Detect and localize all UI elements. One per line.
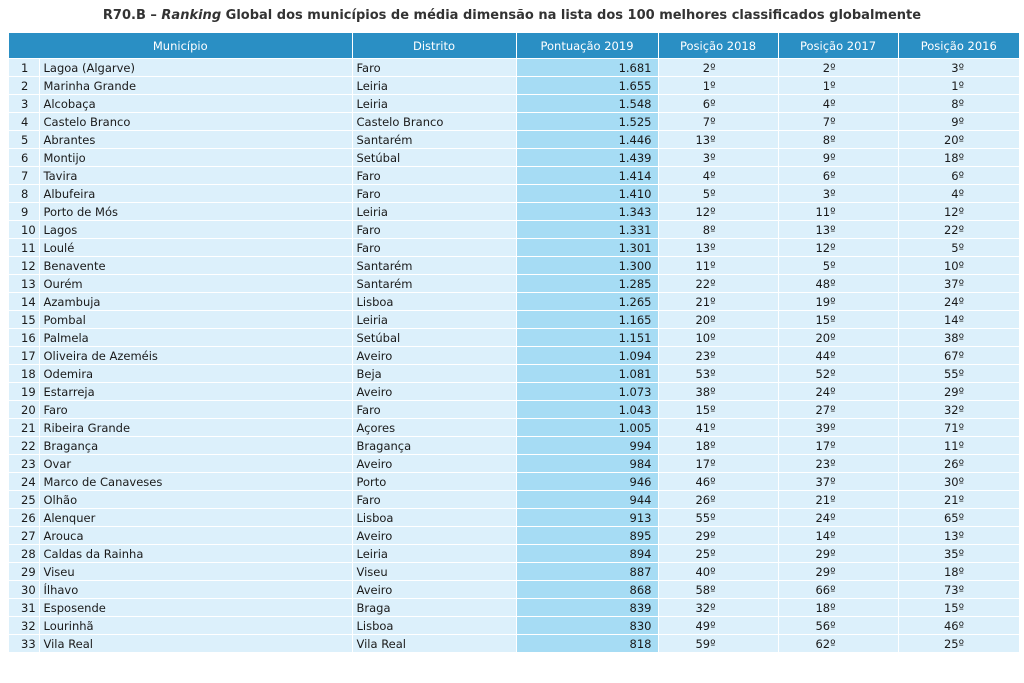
cell-rank: 7: [9, 167, 39, 185]
cell-posicao-2016: 30º: [898, 473, 1019, 491]
cell-pontuacao: 1.094: [516, 347, 658, 365]
cell-posicao-2018: 22º: [658, 275, 778, 293]
cell-municipio: Montijo: [39, 149, 352, 167]
cell-rank: 1: [9, 59, 39, 77]
cell-rank: 32: [9, 617, 39, 635]
cell-posicao-2017: 48º: [778, 275, 898, 293]
table-title: [0, 8, 1024, 23]
cell-distrito: Porto: [352, 473, 516, 491]
table-row: [9, 347, 1019, 365]
table-row: [9, 635, 1019, 653]
cell-pontuacao: 830: [516, 617, 658, 635]
cell-distrito: Aveiro: [352, 455, 516, 473]
table-row: [9, 59, 1019, 77]
cell-municipio: Marinha Grande: [39, 77, 352, 95]
table-row: [9, 509, 1019, 527]
cell-posicao-2018: 12º: [658, 203, 778, 221]
cell-pontuacao: 839: [516, 599, 658, 617]
cell-municipio: Esposende: [39, 599, 352, 617]
cell-pontuacao: 913: [516, 509, 658, 527]
cell-distrito: Bragança: [352, 437, 516, 455]
cell-posicao-2016: 25º: [898, 635, 1019, 653]
cell-distrito: Faro: [352, 59, 516, 77]
cell-municipio: Ílhavo: [39, 581, 352, 599]
cell-posicao-2016: 13º: [898, 527, 1019, 545]
cell-rank: 12: [9, 257, 39, 275]
cell-municipio: Lourinhã: [39, 617, 352, 635]
cell-pontuacao: 895: [516, 527, 658, 545]
cell-posicao-2018: 2º: [658, 59, 778, 77]
table-row: [9, 293, 1019, 311]
cell-posicao-2018: 4º: [658, 167, 778, 185]
cell-pontuacao: 1.525: [516, 113, 658, 131]
cell-posicao-2017: 3º: [778, 185, 898, 203]
cell-distrito: Leiria: [352, 545, 516, 563]
cell-pontuacao: 1.265: [516, 293, 658, 311]
cell-municipio: Caldas da Rainha: [39, 545, 352, 563]
cell-municipio: Viseu: [39, 563, 352, 581]
cell-rank: 27: [9, 527, 39, 545]
cell-posicao-2018: 59º: [658, 635, 778, 653]
cell-pontuacao: 894: [516, 545, 658, 563]
cell-distrito: Aveiro: [352, 581, 516, 599]
table-row: [9, 239, 1019, 257]
cell-pontuacao: 1.081: [516, 365, 658, 383]
cell-posicao-2016: 37º: [898, 275, 1019, 293]
cell-distrito: Lisboa: [352, 617, 516, 635]
table-row: [9, 311, 1019, 329]
cell-posicao-2017: 12º: [778, 239, 898, 257]
cell-rank: 13: [9, 275, 39, 293]
cell-distrito: Beja: [352, 365, 516, 383]
cell-posicao-2017: 18º: [778, 599, 898, 617]
cell-posicao-2017: 15º: [778, 311, 898, 329]
cell-distrito: Lisboa: [352, 509, 516, 527]
cell-rank: 5: [9, 131, 39, 149]
cell-posicao-2016: 6º: [898, 167, 1019, 185]
cell-municipio: Marco de Canaveses: [39, 473, 352, 491]
cell-posicao-2016: 12º: [898, 203, 1019, 221]
cell-posicao-2017: 29º: [778, 545, 898, 563]
cell-posicao-2017: 5º: [778, 257, 898, 275]
table-row: [9, 437, 1019, 455]
cell-municipio: Azambuja: [39, 293, 352, 311]
title-rest: Global dos municípios de média dimensão na lista dos 100 melhores classificados globalmente: [221, 8, 922, 23]
cell-posicao-2018: 8º: [658, 221, 778, 239]
cell-posicao-2017: 27º: [778, 401, 898, 419]
cell-rank: 10: [9, 221, 39, 239]
cell-posicao-2017: 6º: [778, 167, 898, 185]
cell-distrito: Aveiro: [352, 383, 516, 401]
cell-posicao-2018: 49º: [658, 617, 778, 635]
cell-posicao-2016: 38º: [898, 329, 1019, 347]
cell-rank: 6: [9, 149, 39, 167]
col-header-distrito: Distrito: [352, 33, 516, 59]
cell-distrito: Leiria: [352, 203, 516, 221]
table-row: [9, 257, 1019, 275]
cell-posicao-2016: 24º: [898, 293, 1019, 311]
cell-posicao-2017: 17º: [778, 437, 898, 455]
cell-distrito: Faro: [352, 239, 516, 257]
cell-municipio: Castelo Branco: [39, 113, 352, 131]
table-row: [9, 329, 1019, 347]
cell-rank: 20: [9, 401, 39, 419]
cell-posicao-2016: 5º: [898, 239, 1019, 257]
cell-distrito: Santarém: [352, 275, 516, 293]
table-row: [9, 545, 1019, 563]
cell-pontuacao: 944: [516, 491, 658, 509]
cell-posicao-2018: 41º: [658, 419, 778, 437]
cell-posicao-2016: 26º: [898, 455, 1019, 473]
table-row: [9, 365, 1019, 383]
cell-posicao-2016: 4º: [898, 185, 1019, 203]
cell-posicao-2018: 32º: [658, 599, 778, 617]
cell-posicao-2018: 40º: [658, 563, 778, 581]
cell-distrito: Vila Real: [352, 635, 516, 653]
cell-municipio: Ourém: [39, 275, 352, 293]
cell-pontuacao: 946: [516, 473, 658, 491]
cell-posicao-2016: 22º: [898, 221, 1019, 239]
table-row: [9, 131, 1019, 149]
cell-municipio: Oliveira de Azeméis: [39, 347, 352, 365]
cell-pontuacao: 1.439: [516, 149, 658, 167]
cell-posicao-2016: 10º: [898, 257, 1019, 275]
cell-posicao-2016: 11º: [898, 437, 1019, 455]
cell-posicao-2016: 18º: [898, 149, 1019, 167]
table-row: [9, 383, 1019, 401]
cell-posicao-2018: 21º: [658, 293, 778, 311]
cell-posicao-2016: 1º: [898, 77, 1019, 95]
cell-posicao-2018: 23º: [658, 347, 778, 365]
cell-rank: 21: [9, 419, 39, 437]
cell-pontuacao: 1.043: [516, 401, 658, 419]
table-row: [9, 95, 1019, 113]
cell-rank: 3: [9, 95, 39, 113]
cell-rank: 31: [9, 599, 39, 617]
cell-rank: 25: [9, 491, 39, 509]
cell-posicao-2018: 13º: [658, 131, 778, 149]
cell-distrito: Setúbal: [352, 149, 516, 167]
cell-municipio: Abrantes: [39, 131, 352, 149]
cell-pontuacao: 1.655: [516, 77, 658, 95]
cell-distrito: Santarém: [352, 131, 516, 149]
cell-pontuacao: 1.331: [516, 221, 658, 239]
cell-posicao-2016: 9º: [898, 113, 1019, 131]
cell-distrito: Leiria: [352, 311, 516, 329]
cell-municipio: Lagoa (Algarve): [39, 59, 352, 77]
cell-posicao-2016: 55º: [898, 365, 1019, 383]
cell-pontuacao: 1.300: [516, 257, 658, 275]
cell-pontuacao: 1.151: [516, 329, 658, 347]
table-row: [9, 599, 1019, 617]
cell-distrito: Setúbal: [352, 329, 516, 347]
cell-rank: 19: [9, 383, 39, 401]
cell-posicao-2017: 66º: [778, 581, 898, 599]
cell-posicao-2016: 14º: [898, 311, 1019, 329]
table-row: [9, 275, 1019, 293]
cell-posicao-2017: 2º: [778, 59, 898, 77]
cell-distrito: Viseu: [352, 563, 516, 581]
cell-posicao-2017: 11º: [778, 203, 898, 221]
table-row: [9, 113, 1019, 131]
cell-posicao-2017: 56º: [778, 617, 898, 635]
cell-posicao-2017: 21º: [778, 491, 898, 509]
cell-pontuacao: 1.446: [516, 131, 658, 149]
cell-distrito: Castelo Branco: [352, 113, 516, 131]
cell-pontuacao: 994: [516, 437, 658, 455]
ranking-table: [9, 33, 1019, 652]
cell-municipio: Ribeira Grande: [39, 419, 352, 437]
cell-posicao-2017: 29º: [778, 563, 898, 581]
cell-municipio: Bragança: [39, 437, 352, 455]
cell-municipio: Odemira: [39, 365, 352, 383]
cell-posicao-2018: 38º: [658, 383, 778, 401]
cell-municipio: Arouca: [39, 527, 352, 545]
header-row: [9, 33, 1019, 59]
cell-distrito: Braga: [352, 599, 516, 617]
cell-posicao-2016: 73º: [898, 581, 1019, 599]
cell-distrito: Faro: [352, 221, 516, 239]
cell-distrito: Lisboa: [352, 293, 516, 311]
cell-distrito: Faro: [352, 167, 516, 185]
cell-posicao-2017: 19º: [778, 293, 898, 311]
col-header-municipio: Município: [9, 33, 352, 59]
cell-municipio: Olhão: [39, 491, 352, 509]
cell-municipio: Palmela: [39, 329, 352, 347]
table-row: [9, 77, 1019, 95]
cell-posicao-2016: 8º: [898, 95, 1019, 113]
table-row: [9, 401, 1019, 419]
cell-posicao-2018: 58º: [658, 581, 778, 599]
cell-rank: 28: [9, 545, 39, 563]
cell-posicao-2016: 65º: [898, 509, 1019, 527]
table-body: [9, 59, 1019, 653]
cell-posicao-2018: 26º: [658, 491, 778, 509]
cell-distrito: Aveiro: [352, 527, 516, 545]
cell-posicao-2017: 24º: [778, 509, 898, 527]
table-row: [9, 203, 1019, 221]
cell-municipio: Alenquer: [39, 509, 352, 527]
cell-pontuacao: 1.301: [516, 239, 658, 257]
cell-municipio: Tavira: [39, 167, 352, 185]
cell-rank: 29: [9, 563, 39, 581]
cell-posicao-2017: 62º: [778, 635, 898, 653]
cell-rank: 15: [9, 311, 39, 329]
cell-rank: 33: [9, 635, 39, 653]
cell-posicao-2017: 13º: [778, 221, 898, 239]
cell-posicao-2017: 4º: [778, 95, 898, 113]
cell-pontuacao: 1.681: [516, 59, 658, 77]
table-row: [9, 491, 1019, 509]
cell-posicao-2016: 20º: [898, 131, 1019, 149]
cell-municipio: Porto de Mós: [39, 203, 352, 221]
cell-distrito: Leiria: [352, 77, 516, 95]
cell-posicao-2018: 29º: [658, 527, 778, 545]
cell-rank: 4: [9, 113, 39, 131]
cell-distrito: Leiria: [352, 95, 516, 113]
cell-pontuacao: 868: [516, 581, 658, 599]
title-code: R70.B –: [102, 8, 162, 23]
cell-posicao-2017: 7º: [778, 113, 898, 131]
cell-posicao-2016: 29º: [898, 383, 1019, 401]
cell-posicao-2018: 1º: [658, 77, 778, 95]
cell-municipio: Lagos: [39, 221, 352, 239]
table-row: [9, 581, 1019, 599]
cell-posicao-2017: 1º: [778, 77, 898, 95]
cell-rank: 2: [9, 77, 39, 95]
cell-distrito: Faro: [352, 491, 516, 509]
cell-pontuacao: 1.165: [516, 311, 658, 329]
col-header-posicao-2017: Posição 2017: [778, 33, 898, 59]
cell-posicao-2018: 15º: [658, 401, 778, 419]
cell-posicao-2017: 39º: [778, 419, 898, 437]
table-row: [9, 221, 1019, 239]
cell-posicao-2017: 8º: [778, 131, 898, 149]
cell-rank: 9: [9, 203, 39, 221]
cell-pontuacao: 1.073: [516, 383, 658, 401]
table-row: [9, 419, 1019, 437]
table-row: [9, 149, 1019, 167]
table-row: [9, 563, 1019, 581]
cell-rank: 23: [9, 455, 39, 473]
cell-rank: 30: [9, 581, 39, 599]
cell-posicao-2018: 6º: [658, 95, 778, 113]
cell-posicao-2018: 25º: [658, 545, 778, 563]
cell-posicao-2016: 3º: [898, 59, 1019, 77]
cell-posicao-2016: 67º: [898, 347, 1019, 365]
cell-posicao-2018: 3º: [658, 149, 778, 167]
cell-distrito: Santarém: [352, 257, 516, 275]
table-row: [9, 473, 1019, 491]
cell-pontuacao: 1.548: [516, 95, 658, 113]
cell-rank: 18: [9, 365, 39, 383]
cell-distrito: Aveiro: [352, 347, 516, 365]
col-header-posicao-2016: Posição 2016: [898, 33, 1019, 59]
cell-posicao-2018: 18º: [658, 437, 778, 455]
cell-municipio: Faro: [39, 401, 352, 419]
cell-pontuacao: 1.414: [516, 167, 658, 185]
cell-municipio: Benavente: [39, 257, 352, 275]
cell-municipio: Alcobaça: [39, 95, 352, 113]
cell-posicao-2018: 7º: [658, 113, 778, 131]
cell-rank: 8: [9, 185, 39, 203]
cell-posicao-2016: 21º: [898, 491, 1019, 509]
cell-rank: 14: [9, 293, 39, 311]
table-row: [9, 167, 1019, 185]
cell-posicao-2016: 46º: [898, 617, 1019, 635]
cell-posicao-2018: 13º: [658, 239, 778, 257]
cell-posicao-2018: 17º: [658, 455, 778, 473]
table-row: [9, 617, 1019, 635]
cell-posicao-2016: 32º: [898, 401, 1019, 419]
cell-rank: 16: [9, 329, 39, 347]
cell-posicao-2017: 14º: [778, 527, 898, 545]
cell-posicao-2016: 35º: [898, 545, 1019, 563]
table-row: [9, 185, 1019, 203]
table-row: [9, 455, 1019, 473]
cell-distrito: Faro: [352, 185, 516, 203]
cell-rank: 22: [9, 437, 39, 455]
table-row: [9, 527, 1019, 545]
cell-posicao-2017: 24º: [778, 383, 898, 401]
cell-municipio: Estarreja: [39, 383, 352, 401]
cell-distrito: Faro: [352, 401, 516, 419]
cell-posicao-2018: 11º: [658, 257, 778, 275]
cell-municipio: Ovar: [39, 455, 352, 473]
cell-rank: 11: [9, 239, 39, 257]
cell-posicao-2018: 10º: [658, 329, 778, 347]
cell-pontuacao: 887: [516, 563, 658, 581]
title-emphasis: Ranking: [161, 8, 222, 23]
cell-pontuacao: 818: [516, 635, 658, 653]
cell-posicao-2017: 44º: [778, 347, 898, 365]
cell-pontuacao: 1.343: [516, 203, 658, 221]
cell-pontuacao: 1.005: [516, 419, 658, 437]
cell-rank: 26: [9, 509, 39, 527]
cell-posicao-2018: 53º: [658, 365, 778, 383]
cell-posicao-2018: 5º: [658, 185, 778, 203]
cell-posicao-2018: 55º: [658, 509, 778, 527]
cell-posicao-2016: 71º: [898, 419, 1019, 437]
cell-posicao-2018: 46º: [658, 473, 778, 491]
cell-pontuacao: 984: [516, 455, 658, 473]
cell-posicao-2017: 37º: [778, 473, 898, 491]
cell-posicao-2016: 15º: [898, 599, 1019, 617]
cell-posicao-2016: 18º: [898, 563, 1019, 581]
cell-posicao-2017: 9º: [778, 149, 898, 167]
cell-pontuacao: 1.410: [516, 185, 658, 203]
cell-posicao-2017: 23º: [778, 455, 898, 473]
cell-municipio: Albufeira: [39, 185, 352, 203]
cell-posicao-2017: 20º: [778, 329, 898, 347]
cell-pontuacao: 1.285: [516, 275, 658, 293]
col-header-posicao-2018: Posição 2018: [658, 33, 778, 59]
cell-municipio: Pombal: [39, 311, 352, 329]
col-header-pontuacao: Pontuação 2019: [516, 33, 658, 59]
cell-distrito: Açores: [352, 419, 516, 437]
cell-posicao-2018: 20º: [658, 311, 778, 329]
cell-rank: 24: [9, 473, 39, 491]
cell-rank: 17: [9, 347, 39, 365]
cell-municipio: Vila Real: [39, 635, 352, 653]
cell-posicao-2017: 52º: [778, 365, 898, 383]
cell-municipio: Loulé: [39, 239, 352, 257]
